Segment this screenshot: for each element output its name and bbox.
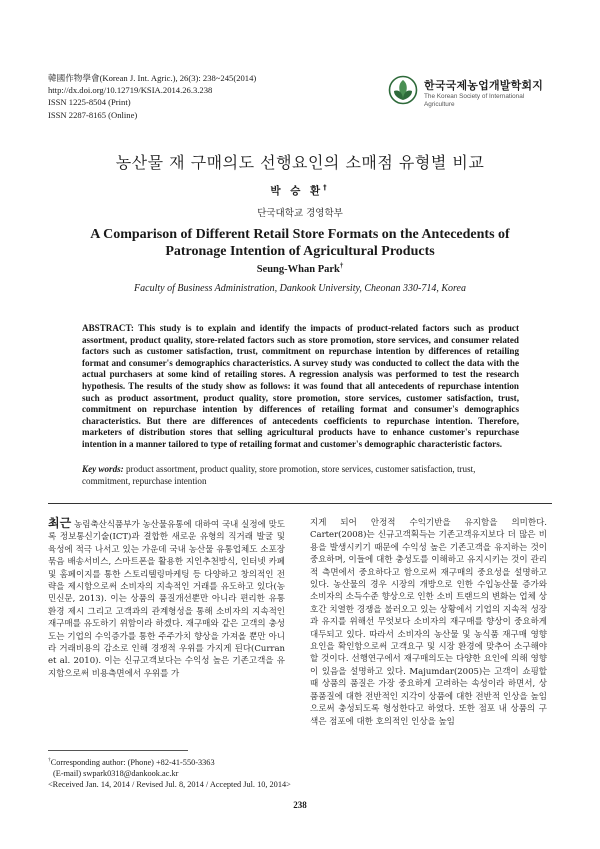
korean-affiliation: 단국대학교 경영학부 [257,208,343,219]
footnote-email: (E-mail) swpark0318@dankook.ac.kr [53,769,179,778]
author-mark: † [339,262,344,270]
doi-link[interactable]: http://dx.doi.org/10.12719/KSIA.2014.26.3.238 [48,85,213,96]
english-author [0,264,600,275]
society-name-english-line1: The Korean Society of International [424,93,525,100]
issn-print: ISSN 1225-8504 (Print) [48,97,131,108]
keywords [82,464,519,487]
body-column-right [310,517,547,728]
abstract: ABSTRACT: This study is to explain and identify the impacts of product-related factors such as product assortment, product quality, store-related factors such as store promotion, store services, and consumer related factors such as customer satisfaction, trust, commitment on repurchase intention by differences of retailing format and consumer's demographics characteristics. A survey study was conducted to collect the data with the actual purchasers at some kind of retailing stores. A regression analysis was performed to test the research hypothesis. The results of the study show as follows: it was found that all antecedents of repurchase intention such as product assortment, product quality, store promotion, store services, customer satisfaction, trust, commitment on repurchase intention by differences of retailing format and consumer's demographics characteristics. But there are differences of antecedents coefficients to repurchase intention. Therefore, marketers of distribution stores that selling agricultural products have to enhance customer's repurchase intention in a manner tailored to type of retailing format and customer's demographic characteristic factors. [82,323,519,449]
footnote-mark: † [48,757,51,764]
intro-paragraph [48,517,285,680]
footnote-divider [48,750,188,751]
intro-paragraph-continued: 지게 되어 안정적 수익기반을 유지함을 의미한다. Carter(2008)는 신규고객획득는 기존고객유지보다 더 많은 비용을 발생시키기 때문에 수익성 높은 기존고객을 유지하는 것이 중요하며, 이들에 대한 충성도를 이해하고 유지시키는 것이 관리적 측면에서 중요하다고 함으로써 재구매의 중요성을 설명하고 있다. 농산물의 경우 시장의 개방으로 인한 수입농산물 증가와 소비자의 소득수준 향상으로 인한 소비 트랜드의 변화는 업체 상호간 치열한 경쟁을 불러오고 있는 상황에서 기업의 지속적 성장과 유지를 위해선 무엇보다 소비자의 재구매를 향상이 중요하게 대두되고 있다. 따라서 소비자의 농산물 및 농식품 재구매 영향요인을 확인함으로써 고객요구 및 시장 환경에 맞추어 소구해야 할 것이다. 선행연구에서 재구매의도는 다양한 요인에 의해 영향이 있음을 설명하고 있다. Majumdar(2005)는 고객이 쇼핑할 때 상품의 품질은 가장 중요하게 고려하는 속성이라 하면서, 상품품질에 대한 전반적인 지각이 상품에 대한 전반적 인상을 높임으로써 충성되도록 형성한다고 하였다. 또한 점포 내 상품의 구색은 점포에 대한 호의적인 인상을 높임 [310,518,547,727]
society-emblem-icon [388,75,418,105]
korean-title: 농산물 재 구매의도 선행요인의 소매점 유형별 비교 [115,153,485,172]
body-column-left [48,517,285,680]
korean-author [0,183,600,198]
society-name-english-line2: Agriculture [424,101,455,108]
society-name-korean: 한국국제농업개발학회지 [424,79,544,92]
footnote-phone: †Corresponding author: (Phone) +82-41-550-3363 [48,757,215,767]
author-mark: † [323,183,330,192]
journal-header [48,72,256,121]
footnote [48,757,291,790]
society-logo [388,73,558,113]
footnote-dates: <Received Jan. 14, 2014 / Revised Jul. 8, 2014 / Accepted Jul. 10, 2014> [48,780,291,789]
english-affiliation: Faculty of Business Administration, Dankook University, Cheonan 330-714, Korea [134,283,466,294]
keywords-list: product assortment, product quality, store promotion, store services, customer satisfaction, trust, commitment, repurchase intention [82,464,476,486]
keywords-label: Key words: [82,464,124,474]
page-number: 238 [293,800,307,810]
intro-first-word: 최근 [48,516,72,530]
intro-text: 농림축산식품부가 농산물유통에 대하여 국내 실정에 맞도록 정보통신기술(ICT)과 결합한 새로운 유형의 직거래 발굴 및 육성에 적극 나서고 있는 가운데 국내 농산물 유통업체도 소포장 묶음 배송서비스, 스마트폰을 활용한 지인추천방식, 인터넷 카페 및 홈페이지를 통한 스토리텔링마케팅 등 다양하고 창의적인 전략을 제시함으로써 소비자의 지속적인 거래를 유도하고 있다(농민신문, 2013). 이는 상품의 품질개선뿐만 아니라 편리한 유통환경 제시 그리고 고객과의 관계형성을 통해 소비자의 지속적인 재구매를 유도하기 위함이라 하겠다. 재구매와 같은 고객의 충성도는 기업의 수익증가를 통한 주주가치 향상을 가져올 뿐만 아니라 거래비용의 감소로 인해 경쟁적 우위를 가지게 된다(Curran et al. 2010). 이는 신규고객보다는 수익성 높은 기존고객을 유지함으로써 비용측면에서 우위를 가 [48,520,285,679]
issn-online: ISSN 2287-8165 (Online) [48,109,138,120]
korean-author-name: 박 승 환 [270,185,324,197]
english-author-name: Seung-Whan Park [256,264,340,275]
section-divider [48,503,552,504]
journal-citation: 韓國作物學會(Korean J. Int. Agric.), 26(3): 238~245(2014) [48,73,257,83]
english-title: A Comparison of Different Retail Store Formats on the Antecedents of Patronage Intention of Agricultural Products [90,227,510,259]
